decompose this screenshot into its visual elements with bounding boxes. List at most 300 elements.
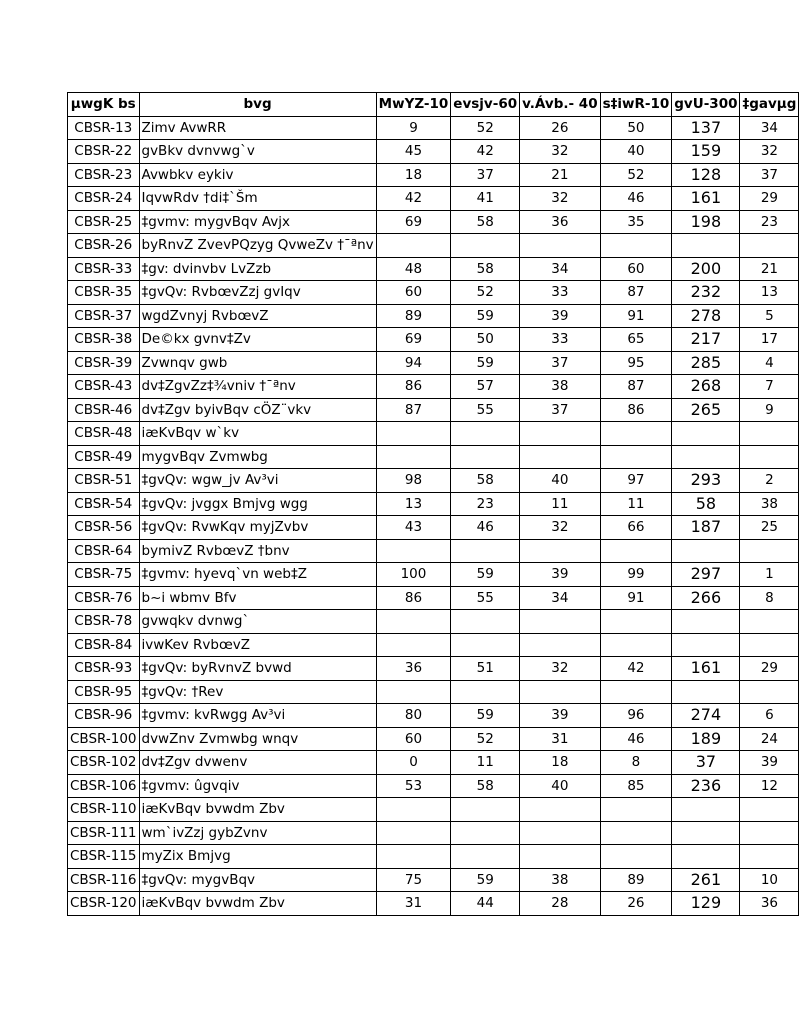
- name-cell: Zvwnqv gwb: [139, 351, 376, 375]
- score-cell: 86: [376, 375, 451, 399]
- score-cell: [520, 234, 600, 258]
- score-cell: [451, 821, 520, 845]
- total-cell: 236: [672, 774, 740, 798]
- total-cell: 187: [672, 516, 740, 540]
- total-cell: 37: [672, 751, 740, 775]
- score-cell: 97: [600, 469, 672, 493]
- score-cell: [451, 633, 520, 657]
- code-cell: CBSR-64: [68, 539, 140, 563]
- score-cell: [600, 539, 672, 563]
- score-cell: 75: [376, 868, 451, 892]
- score-cell: 52: [451, 727, 520, 751]
- score-cell: [376, 234, 451, 258]
- column-header: MwYZ-10: [376, 93, 451, 117]
- score-cell: 60: [376, 727, 451, 751]
- table-body: [68, 116, 799, 915]
- score-cell: 87: [600, 281, 672, 305]
- name-cell: ‡gvmv: hyevq`vn web‡Z: [139, 563, 376, 587]
- table-row: [68, 234, 799, 258]
- score-cell: 52: [451, 116, 520, 140]
- score-cell: [600, 680, 672, 704]
- score-cell: 89: [376, 304, 451, 328]
- total-cell: 159: [672, 140, 740, 164]
- total-cell: 161: [672, 657, 740, 681]
- code-cell: CBSR-23: [68, 163, 140, 187]
- rank-cell: 39: [740, 751, 799, 775]
- name-cell: iæKvBqv w`kv: [139, 422, 376, 446]
- score-cell: 42: [600, 657, 672, 681]
- code-cell: CBSR-54: [68, 492, 140, 516]
- score-cell: 52: [600, 163, 672, 187]
- table-row: [68, 516, 799, 540]
- score-cell: 26: [600, 892, 672, 916]
- code-cell: CBSR-95: [68, 680, 140, 704]
- total-cell: [672, 821, 740, 845]
- code-cell: CBSR-96: [68, 704, 140, 728]
- name-cell: ‡gv: dvinvbv LvZzb: [139, 257, 376, 281]
- score-cell: 41: [451, 187, 520, 211]
- total-cell: [672, 445, 740, 469]
- score-cell: 58: [451, 469, 520, 493]
- total-cell: [672, 845, 740, 869]
- score-cell: [451, 610, 520, 634]
- table-row: [68, 892, 799, 916]
- table-row: [68, 469, 799, 493]
- score-cell: [520, 610, 600, 634]
- score-cell: [520, 821, 600, 845]
- score-cell: [376, 539, 451, 563]
- table-row: [68, 821, 799, 845]
- rank-cell: 8: [740, 586, 799, 610]
- score-cell: 100: [376, 563, 451, 587]
- score-cell: [451, 445, 520, 469]
- total-cell: 128: [672, 163, 740, 187]
- total-cell: 266: [672, 586, 740, 610]
- rank-cell: 36: [740, 892, 799, 916]
- rank-cell: 29: [740, 657, 799, 681]
- table-row: [68, 563, 799, 587]
- code-cell: CBSR-120: [68, 892, 140, 916]
- score-cell: [451, 845, 520, 869]
- name-cell: ‡gvQv: byRvnvZ bvwd: [139, 657, 376, 681]
- score-cell: 36: [520, 210, 600, 234]
- rank-cell: 38: [740, 492, 799, 516]
- code-cell: CBSR-49: [68, 445, 140, 469]
- code-cell: CBSR-25: [68, 210, 140, 234]
- score-cell: [451, 680, 520, 704]
- name-cell: IqvwRdv †di‡`Šm: [139, 187, 376, 211]
- name-cell: wm`ivZzj gybZvnv: [139, 821, 376, 845]
- name-cell: b~i wbmv Bfv: [139, 586, 376, 610]
- code-cell: CBSR-75: [68, 563, 140, 587]
- score-cell: [520, 798, 600, 822]
- name-cell: ‡gvQv: mygvBqv: [139, 868, 376, 892]
- code-cell: CBSR-110: [68, 798, 140, 822]
- rank-cell: 6: [740, 704, 799, 728]
- code-cell: CBSR-111: [68, 821, 140, 845]
- score-cell: [520, 680, 600, 704]
- name-cell: mygvBqv Zvmwbg: [139, 445, 376, 469]
- score-cell: [520, 445, 600, 469]
- score-cell: 34: [520, 586, 600, 610]
- code-cell: CBSR-56: [68, 516, 140, 540]
- score-cell: 51: [451, 657, 520, 681]
- total-cell: [672, 422, 740, 446]
- score-cell: 57: [451, 375, 520, 399]
- table-row: [68, 375, 799, 399]
- rank-cell: [740, 422, 799, 446]
- total-cell: 297: [672, 563, 740, 587]
- table-row: [68, 657, 799, 681]
- name-cell: gvwqkv dvnwg`: [139, 610, 376, 634]
- score-cell: 69: [376, 210, 451, 234]
- score-cell: [451, 422, 520, 446]
- code-cell: CBSR-46: [68, 398, 140, 422]
- total-cell: 200: [672, 257, 740, 281]
- table-row: [68, 351, 799, 375]
- score-cell: [376, 845, 451, 869]
- score-cell: 9: [376, 116, 451, 140]
- total-cell: 217: [672, 328, 740, 352]
- score-cell: [376, 798, 451, 822]
- score-cell: 55: [451, 586, 520, 610]
- score-cell: [520, 633, 600, 657]
- score-cell: 39: [520, 304, 600, 328]
- total-cell: [672, 234, 740, 258]
- rank-cell: 2: [740, 469, 799, 493]
- score-cell: 11: [520, 492, 600, 516]
- code-cell: CBSR-13: [68, 116, 140, 140]
- rank-cell: [740, 610, 799, 634]
- rank-cell: [740, 234, 799, 258]
- total-cell: 285: [672, 351, 740, 375]
- score-cell: 99: [600, 563, 672, 587]
- score-cell: 58: [451, 210, 520, 234]
- score-cell: 37: [520, 351, 600, 375]
- table-row: [68, 492, 799, 516]
- score-cell: [600, 610, 672, 634]
- score-cell: 95: [600, 351, 672, 375]
- code-cell: CBSR-43: [68, 375, 140, 399]
- results-sheet: [67, 92, 799, 916]
- table-row: [68, 704, 799, 728]
- name-cell: Avwbkv eykiv: [139, 163, 376, 187]
- total-cell: 129: [672, 892, 740, 916]
- name-cell: iæKvBqv bvwdm Zbv: [139, 892, 376, 916]
- rank-cell: 9: [740, 398, 799, 422]
- total-cell: [672, 680, 740, 704]
- score-cell: 87: [600, 375, 672, 399]
- rank-cell: 5: [740, 304, 799, 328]
- rank-cell: 7: [740, 375, 799, 399]
- score-cell: 45: [376, 140, 451, 164]
- score-cell: 33: [520, 328, 600, 352]
- total-cell: 293: [672, 469, 740, 493]
- rank-cell: [740, 845, 799, 869]
- table-row: [68, 140, 799, 164]
- score-cell: 40: [520, 469, 600, 493]
- total-cell: 261: [672, 868, 740, 892]
- score-cell: 98: [376, 469, 451, 493]
- score-cell: 32: [520, 187, 600, 211]
- score-cell: 46: [451, 516, 520, 540]
- header-row: [68, 93, 799, 117]
- score-cell: 8: [600, 751, 672, 775]
- score-cell: 11: [451, 751, 520, 775]
- score-cell: 59: [451, 868, 520, 892]
- column-header: evsjv-60: [451, 93, 520, 117]
- score-cell: 38: [520, 868, 600, 892]
- score-cell: 0: [376, 751, 451, 775]
- score-cell: 91: [600, 586, 672, 610]
- score-cell: [376, 610, 451, 634]
- name-cell: ‡gvQv: jvggx Bmjvg wgg: [139, 492, 376, 516]
- rank-cell: [740, 633, 799, 657]
- score-cell: [600, 445, 672, 469]
- score-cell: 39: [520, 563, 600, 587]
- name-cell: ivwKev RvbœvZ: [139, 633, 376, 657]
- name-cell: De©kx gvnv‡Zv: [139, 328, 376, 352]
- score-cell: 37: [520, 398, 600, 422]
- score-cell: [451, 798, 520, 822]
- score-cell: [600, 798, 672, 822]
- total-cell: 198: [672, 210, 740, 234]
- score-cell: [600, 845, 672, 869]
- total-cell: 161: [672, 187, 740, 211]
- score-cell: [376, 821, 451, 845]
- table-row: [68, 210, 799, 234]
- table-row: [68, 751, 799, 775]
- table-row: [68, 116, 799, 140]
- score-cell: [376, 422, 451, 446]
- score-cell: 42: [376, 187, 451, 211]
- score-cell: 11: [600, 492, 672, 516]
- score-cell: 28: [520, 892, 600, 916]
- table-row: [68, 257, 799, 281]
- name-cell: ‡gvQv: †Rev: [139, 680, 376, 704]
- column-header: bvg: [139, 93, 376, 117]
- score-cell: 89: [600, 868, 672, 892]
- table-row: [68, 845, 799, 869]
- name-cell: ‡gvQv: RvbœvZzj gvIqv: [139, 281, 376, 305]
- score-cell: 58: [451, 774, 520, 798]
- name-cell: bymivZ RvbœvZ †bnv: [139, 539, 376, 563]
- score-cell: 42: [451, 140, 520, 164]
- score-cell: 91: [600, 304, 672, 328]
- total-cell: [672, 798, 740, 822]
- code-cell: CBSR-35: [68, 281, 140, 305]
- score-cell: 37: [451, 163, 520, 187]
- name-cell: dv‡Zgv byivBqv cÖZ¨vkv: [139, 398, 376, 422]
- code-cell: CBSR-26: [68, 234, 140, 258]
- score-cell: 18: [376, 163, 451, 187]
- code-cell: CBSR-116: [68, 868, 140, 892]
- name-cell: dv‡ZgvZz‡¾vniv †¯ªnv: [139, 375, 376, 399]
- score-cell: 96: [600, 704, 672, 728]
- name-cell: dvwZnv Zvmwbg wnqv: [139, 727, 376, 751]
- code-cell: CBSR-102: [68, 751, 140, 775]
- score-cell: 87: [376, 398, 451, 422]
- score-cell: 46: [600, 187, 672, 211]
- rank-cell: 17: [740, 328, 799, 352]
- score-cell: 21: [520, 163, 600, 187]
- score-cell: 85: [600, 774, 672, 798]
- column-header: v.Ávb.- 40: [520, 93, 600, 117]
- rank-cell: 34: [740, 116, 799, 140]
- score-cell: 26: [520, 116, 600, 140]
- score-cell: [376, 680, 451, 704]
- rank-cell: 24: [740, 727, 799, 751]
- table-row: [68, 328, 799, 352]
- rank-cell: 23: [740, 210, 799, 234]
- name-cell: ‡gvQv: wgw_jv Av³vi: [139, 469, 376, 493]
- score-cell: [520, 422, 600, 446]
- code-cell: CBSR-48: [68, 422, 140, 446]
- score-cell: 46: [600, 727, 672, 751]
- column-header: µwgK bs: [68, 93, 140, 117]
- table-row: [68, 774, 799, 798]
- score-cell: 44: [451, 892, 520, 916]
- table-row: [68, 539, 799, 563]
- name-cell: ‡gvmv: ûgvqiv: [139, 774, 376, 798]
- code-cell: CBSR-24: [68, 187, 140, 211]
- score-cell: 40: [600, 140, 672, 164]
- rank-cell: 12: [740, 774, 799, 798]
- code-cell: CBSR-84: [68, 633, 140, 657]
- score-cell: [600, 821, 672, 845]
- score-cell: 52: [451, 281, 520, 305]
- name-cell: iæKvBqv bvwdm Zbv: [139, 798, 376, 822]
- score-cell: 43: [376, 516, 451, 540]
- rank-cell: 21: [740, 257, 799, 281]
- score-cell: [520, 539, 600, 563]
- score-cell: 38: [520, 375, 600, 399]
- table-row: [68, 798, 799, 822]
- name-cell: wgdZvnyj RvbœvZ: [139, 304, 376, 328]
- score-cell: 86: [600, 398, 672, 422]
- table-row: [68, 868, 799, 892]
- code-cell: CBSR-78: [68, 610, 140, 634]
- score-cell: [520, 845, 600, 869]
- total-cell: [672, 610, 740, 634]
- name-cell: ‡gvmv: kvRwgg Av³vi: [139, 704, 376, 728]
- score-cell: 59: [451, 704, 520, 728]
- name-cell: ‡gvmv: mygvBqv Avjx: [139, 210, 376, 234]
- score-cell: [600, 422, 672, 446]
- score-cell: 32: [520, 140, 600, 164]
- column-header: s‡iwR-10: [600, 93, 672, 117]
- code-cell: CBSR-33: [68, 257, 140, 281]
- score-cell: [451, 539, 520, 563]
- rank-cell: 25: [740, 516, 799, 540]
- rank-cell: 32: [740, 140, 799, 164]
- rank-cell: 4: [740, 351, 799, 375]
- column-header: gvU-300: [672, 93, 740, 117]
- score-cell: [600, 633, 672, 657]
- rank-cell: [740, 539, 799, 563]
- score-cell: [600, 234, 672, 258]
- rank-cell: [740, 821, 799, 845]
- score-cell: 50: [600, 116, 672, 140]
- score-cell: 35: [600, 210, 672, 234]
- score-cell: 34: [520, 257, 600, 281]
- score-cell: [376, 633, 451, 657]
- score-cell: 94: [376, 351, 451, 375]
- score-cell: 60: [376, 281, 451, 305]
- score-cell: 55: [451, 398, 520, 422]
- score-cell: 86: [376, 586, 451, 610]
- code-cell: CBSR-22: [68, 140, 140, 164]
- rank-cell: 29: [740, 187, 799, 211]
- rank-cell: [740, 680, 799, 704]
- score-cell: 80: [376, 704, 451, 728]
- total-cell: 274: [672, 704, 740, 728]
- name-cell: myZix Bmjvg: [139, 845, 376, 869]
- score-cell: 18: [520, 751, 600, 775]
- table-row: [68, 398, 799, 422]
- score-cell: 65: [600, 328, 672, 352]
- score-cell: 23: [451, 492, 520, 516]
- score-cell: 13: [376, 492, 451, 516]
- score-cell: 59: [451, 563, 520, 587]
- score-cell: 69: [376, 328, 451, 352]
- name-cell: ‡gvQv: RvwKqv myjZvbv: [139, 516, 376, 540]
- score-cell: 66: [600, 516, 672, 540]
- table-row: [68, 727, 799, 751]
- rank-cell: 37: [740, 163, 799, 187]
- total-cell: 189: [672, 727, 740, 751]
- score-cell: 40: [520, 774, 600, 798]
- score-cell: [376, 445, 451, 469]
- rank-cell: 1: [740, 563, 799, 587]
- rank-cell: 10: [740, 868, 799, 892]
- name-cell: gvBkv dvnvwg`v: [139, 140, 376, 164]
- table-row: [68, 633, 799, 657]
- score-cell: 59: [451, 304, 520, 328]
- code-cell: CBSR-76: [68, 586, 140, 610]
- table-row: [68, 281, 799, 305]
- code-cell: CBSR-115: [68, 845, 140, 869]
- table-row: [68, 610, 799, 634]
- code-cell: CBSR-106: [68, 774, 140, 798]
- name-cell: Zimv AvwRR: [139, 116, 376, 140]
- table-row: [68, 586, 799, 610]
- table-row: [68, 163, 799, 187]
- score-cell: 32: [520, 657, 600, 681]
- total-cell: 58: [672, 492, 740, 516]
- results-table: [67, 92, 799, 916]
- score-cell: 58: [451, 257, 520, 281]
- rank-cell: 13: [740, 281, 799, 305]
- code-cell: CBSR-51: [68, 469, 140, 493]
- total-cell: 265: [672, 398, 740, 422]
- rank-cell: [740, 445, 799, 469]
- table-row: [68, 187, 799, 211]
- code-cell: CBSR-38: [68, 328, 140, 352]
- table-row: [68, 445, 799, 469]
- total-cell: 278: [672, 304, 740, 328]
- code-cell: CBSR-100: [68, 727, 140, 751]
- total-cell: 268: [672, 375, 740, 399]
- score-cell: 32: [520, 516, 600, 540]
- table-row: [68, 304, 799, 328]
- code-cell: CBSR-39: [68, 351, 140, 375]
- score-cell: 50: [451, 328, 520, 352]
- total-cell: 137: [672, 116, 740, 140]
- score-cell: 39: [520, 704, 600, 728]
- score-cell: 48: [376, 257, 451, 281]
- code-cell: CBSR-37: [68, 304, 140, 328]
